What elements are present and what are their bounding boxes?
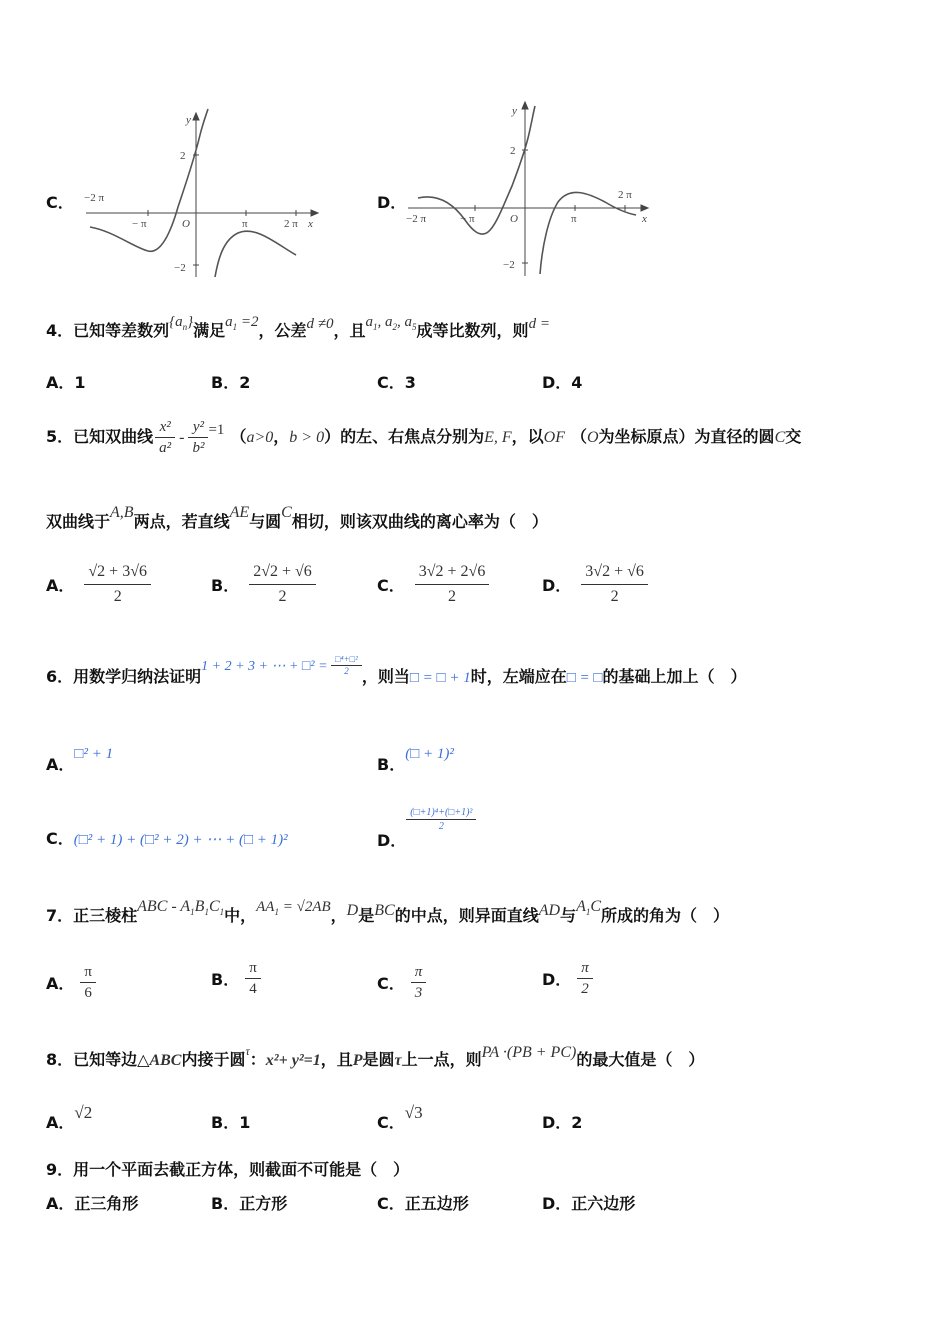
q6-option-a[interactable]: A．□² + 1 [46, 746, 114, 774]
q5-option-b[interactable]: B． $\frac{2√2 + √6}{2}$ [211, 560, 316, 609]
x-tick-neg2pi: −2 π [84, 192, 105, 204]
q6-option-b[interactable]: B．(□ + 1)² [377, 746, 454, 774]
y-tick-neg2: −2 [503, 259, 515, 271]
graph-c [78, 105, 328, 280]
x-tick-2pi: 2 π [284, 218, 298, 230]
q9-option-d[interactable]: D．正六边形 [542, 1194, 636, 1213]
q4-option-c[interactable]: C．3 [377, 373, 416, 392]
y-tick-neg2: −2 [174, 262, 186, 274]
question-5-line2: 双曲线于A,B两点，若直线AE与圆C相切，则该双曲线的离心率为（ ） [46, 504, 548, 531]
q5-option-d[interactable]: D． $\frac{3√2 + √6}{2}$ [542, 560, 648, 609]
q4-option-d[interactable]: D．4 [542, 373, 583, 392]
q7-option-b[interactable]: B． $\frac{\pi}{4}$ [211, 958, 261, 999]
option-d-label[interactable]: D． [377, 193, 407, 212]
y-axis-label: y [186, 114, 191, 126]
origin-label: O [182, 218, 190, 230]
q7-option-d[interactable]: D． $\frac{\pi}{2}$ [542, 958, 593, 999]
q8-option-c[interactable]: C．√3 [377, 1103, 423, 1132]
q4-option-a[interactable]: A．1 [46, 373, 86, 392]
x-tick-neg2pi: −2 π [406, 213, 427, 225]
q8-option-d[interactable]: D．2 [542, 1113, 583, 1132]
q6-option-c[interactable]: C．(□² + 1) + (□² + 2) + ⋯ + (□ + 1)² [46, 829, 288, 848]
x-tick-2pi: 2 π [618, 189, 632, 201]
q7-option-c[interactable]: C． $\frac{\pi}{3}$ [377, 962, 426, 1003]
x-tick-pi: π [571, 213, 577, 225]
q8-number: 8．已知等边△ [46, 1050, 150, 1069]
q5-option-c[interactable]: C． $\frac{3√2 + 2√6}{2}$ [377, 560, 489, 609]
question-4: 4．已知等差数列$\{a_n\}$满足$a_1 =2$，公差d ≠0，且$a_1$, $a_2$, $a_5$成等比数列，则d = [46, 314, 550, 340]
x-axis-label: x [308, 218, 313, 230]
q8-option-a[interactable]: A．√2 [46, 1103, 93, 1132]
question-6: 6．用数学归纳法证明1 + 2 + 3 + ⋯ + □² = $\frac{\text{□⁴+□²}}{2}$ ，则当□ = □ + 1时，左端应在□ = □的基础上加上（ ） [46, 654, 747, 686]
q7-option-a[interactable]: A． $\frac{\pi}{6}$ [46, 962, 96, 1003]
q4-number: 4．已知等差数列 [46, 321, 170, 340]
q6-number: 6．用数学归纳法证明 [46, 667, 202, 686]
q4-option-b[interactable]: B．2 [211, 373, 251, 392]
q9-option-a[interactable]: A．正三角形 [46, 1194, 139, 1213]
origin-label: O [510, 213, 518, 225]
q9-option-b[interactable]: B．正方形 [211, 1194, 288, 1213]
question-5: 5．已知双曲线 $\frac{\text{x²}}{\text{a²}}$ - $\frac{\text{y²}}{\text{b²}}$ =1 （a>0，b > 0）的左、右焦点分别为E, F，以OF （O为坐标原点）为直径的圆C交 [46, 419, 802, 456]
question-8: 8．已知等边△ABC内接于圆$^\tau$：x²+ y²=1，且P是圆τ上一点，则PA ·(PB + PC)的最大值是（ ） [46, 1044, 705, 1069]
q5-option-a[interactable]: A． $\frac{√2 + 3√6}{2}$ [46, 560, 151, 609]
y-tick-2: 2 [510, 145, 516, 157]
y-tick-2: 2 [180, 150, 186, 162]
question-7: 7．正三棱柱ABC - $A_1B_1C_1$中，$AA_1 = √2AB$，D是BC的中点，则异面直线AD与$A_1C$所成的角为（ ） [46, 898, 730, 925]
x-tick-negpi: − π [132, 218, 147, 230]
q6-option-d[interactable]: D． $\frac{\text{(□+1)⁴+(□+1)²}}{2}$ [377, 806, 476, 833]
x-tick-pi: π [242, 218, 248, 230]
q9-option-c[interactable]: C．正五边形 [377, 1194, 469, 1213]
x-tick-negpi: − π [460, 213, 475, 225]
x-axis-label: x [642, 213, 647, 225]
graph-d [400, 98, 655, 278]
option-c-label[interactable]: C． [46, 193, 74, 212]
q8-option-b[interactable]: B．1 [211, 1113, 251, 1132]
q7-number: 7．正三棱柱 [46, 906, 138, 925]
question-9: 9．用一个平面去截正方体，则截面不可能是（ ） [46, 1160, 410, 1179]
y-axis-label: y [512, 105, 517, 117]
q5-number: 5．已知双曲线 [46, 427, 154, 446]
